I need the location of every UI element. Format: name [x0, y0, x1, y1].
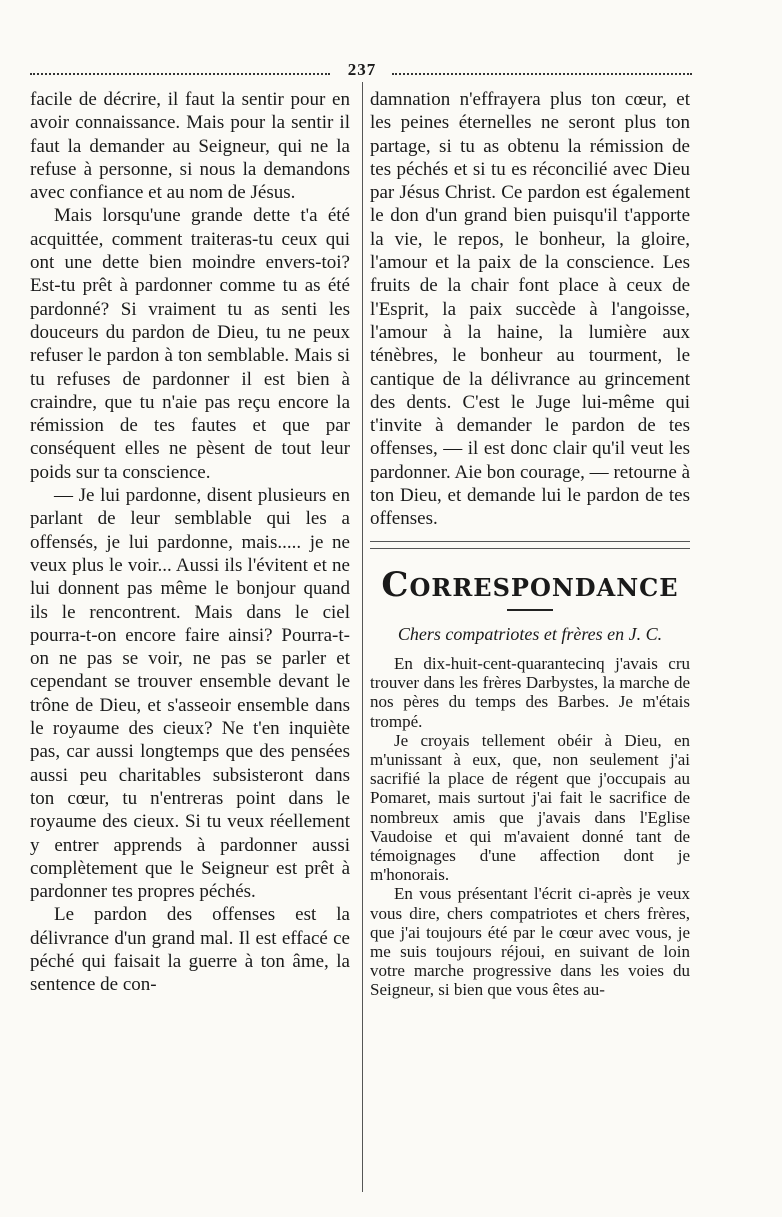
- paragraph: Mais lorsqu'une grande dette t'a été acquittée, comment traiteras-tu ceux qui ont une dette bien moindre envers-toi? Est-tu prêt à pardonner comme tu as été pardonné? Si vraiment tu as senti les douceurs du pardon de Dieu, tu ne peux refuser le pardon à ton semblable. Mais si tu refuses de pardonner il est bien à craindre, que tu n'aie pas reçu encore la rémission de tes fautes et que par conséquent elles ne pèsent de tout leur poids sur ta conscience.: [30, 205, 350, 483]
- header-rule-right: [392, 73, 692, 75]
- letter-salutation: Chers compatriotes et frères en J. C.: [397, 623, 663, 644]
- paragraph: — Je lui pardonne, disent plusieurs en parlant de leur semblable qui les a offensés, je lui pardonne, mais..... je ne veux plus le voir... Aussi ils l'évitent et ne lui donnent pas même le bonjour quand ils le rencontrent. Mais dans le ciel pourra-t-on encore faire ainsi? Pourra-t-on ne pas se voir, ne pas se parler et cependant se trouver ensemble devant le trône de Dieu, et s'asseoir ensemble dans le royaume des cieux? Ne t'en inquiète pas, car aussi longtemps que des pensées aussi peu charitables subsisteront dans ton cœur, tu n'entreras point dans le royaume des cieux. Si tu veux réellement y entrer apprends à pardonner aussi complètement que le Seigneur est prêt à pardonner tes propres péchés.: [30, 485, 350, 903]
- letter-body: [370, 654, 690, 1000]
- header-rule-left: [30, 73, 330, 75]
- paragraph: damnation n'effrayera plus ton cœur, et les peines éternelles ne seront plus ton partage, si tu as obtenu la rémission de tes péchés et si tu es réconcilié avec Dieu par Jésus Christ. Ce pardon est également le don d'un grand bien puisqu'il t'apporte la vie, le repos, le bonheur, la gloire, l'amour et la paix de la conscience. Les fruits de la chair font place à ceux de l'Esprit, la paix succède à l'angoisse, l'amour à la haine, la lumière aux ténèbres, le bonheur au tourment, le cantique de la délivrance au grincement des dents. C'est le Juge lui-même qui t'invite à demander le pardon de tes offenses, — il est donc clair qu'il veut les pardonner. Aie bon courage, — retourne à ton Dieu, et demande lui le pardon de tes offenses.: [370, 89, 690, 530]
- column-divider: [362, 82, 363, 1192]
- paragraph: facile de décrire, il faut la sentir pour en avoir connaissance. Mais pour la sentir il faut la demander au Seigneur, qui ne la refuse à personne, si nous la demandons avec confiance et au nom de Jésus.: [30, 89, 350, 204]
- paragraph: En vous présentant l'écrit ci-après je veux vous dire, chers compatriotes et chers frères, que j'ai toujours été par le cœur avec vous, je me suis toujours réjoui, en suivant de loin votre marche progressive dans les voies du Seigneur, si bien que vous êtes au-: [370, 884, 690, 1000]
- section-separator: [370, 541, 690, 549]
- title-rule: [507, 609, 553, 611]
- paragraph: Le pardon des offenses est la délivrance d'un grand mal. Il est effacé ce péché qui faisait la guerre à ton âme, la sentence de con-: [30, 904, 350, 996]
- paragraph: Je croyais tellement obéir à Dieu, en m'unissant à eux, que, non seulement j'ai sacrifié la place de régent que j'occupais au Pomaret, mais surtout j'ai fait le sacrifice de nombreux amis que j'avais dans l'Eglise Vaudoise et qui m'avaient donné tant de témoignages d'une affection dont je m'honorais.: [370, 730, 690, 885]
- left-column: [30, 88, 350, 997]
- section-title: Correspondance: [381, 564, 679, 605]
- right-column: [370, 88, 690, 1000]
- page-number: 237: [347, 60, 377, 79]
- paragraph: En dix-huit-cent-quarantecinq j'avais cru trouver dans les frères Darbystes, la marche de nos pères du temps des Barbes. Je m'étais trompé.: [370, 653, 690, 731]
